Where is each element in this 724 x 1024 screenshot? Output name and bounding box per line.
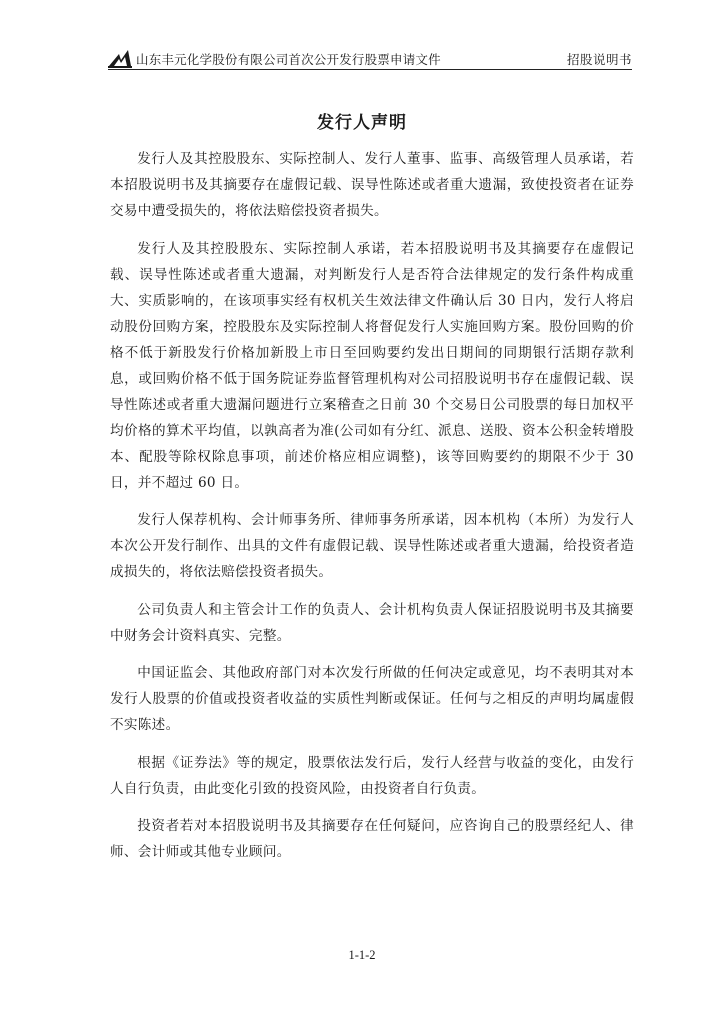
paragraph: 公司负责人和主管会计工作的负责人、会计机构负责人保证招股说明书及其摘要中财务会计资料真实、完整。 [110,601,634,644]
page-number: 1-1-2 [348,948,376,962]
statement-body [110,146,634,877]
header-rule [108,69,632,70]
paragraph: 发行人保荐机构、会计师事务所、律师事务所承诺，因本机构（本所）为发行人本次公开发行制作、出具的文件有虚假记载、误导性陈述或者重大遗漏，给投资者造成损失的，将依法赔偿投资者损失。 [110,512,634,580]
header-document-type: 招股说明书 [566,52,632,67]
paragraph: 投资者若对本招股说明书及其摘要存在任何疑问，应咨询自己的股票经纪人、律师、会计师或其他专业顾问。 [110,818,634,860]
company-logo-icon [108,48,132,68]
paragraph: 根据《证券法》等的规定，股票依法发行后，发行人经营与收益的变化，由发行人自行负责，由此变化引致的投资风险，由投资者自行负责。 [110,754,634,797]
paragraph: 发行人及其控股股东、实际控制人、发行人董事、监事、高级管理人员承诺，若本招股说明书及其摘要存在虚假记载、误导性陈述或者重大遗漏，致使投资者在证券交易中遭受损失的，将依法赔偿投资者损失。 [110,151,634,219]
page-header [108,46,632,72]
header-company-document: 山东丰元化学股份有限公司首次公开发行股票申请文件 [136,52,441,67]
paragraph: 中国证监会、其他政府部门对本次发行所做的任何决定或意见，均不表明其对本发行人股票的价值或投资者收益的实质性判断或保证。任何与之相反的声明均属虚假不实陈述。 [110,665,634,733]
page-title: 发行人声明 [317,113,407,133]
paragraph: 发行人及其控股股东、实际控制人承诺，若本招股说明书及其摘要存在虚假记载、误导性陈述或者重大遗漏，对判断发行人是否符合法律规定的发行条件构成重大、实质影响的，在该项事实经有权机关生效法律文件确认后 30 日内，发行人将启动股份回购方案，控股股东及实际控制人将督促发行人实施回购方案。股份回购的价格不低于新股发行价格加新股上市日至回购要约发出日期间的同期银行活期存款利息，或回购价格不低于国务院证券监督管理机构对公司招股说明书存在虚假记载、误导性陈述或者重大遗漏问题进行立案稽查之日前 30 个交易日公司股票的每日加权平均价格的算术平均值，以孰高者为准(公司如有分红、派息、送股、资本公积金转增股本、配股等除权除息事项，前述价格应相应调整)，该等回购要约的期限不少于 30 日，并不超过 60 日。 [110,240,634,491]
